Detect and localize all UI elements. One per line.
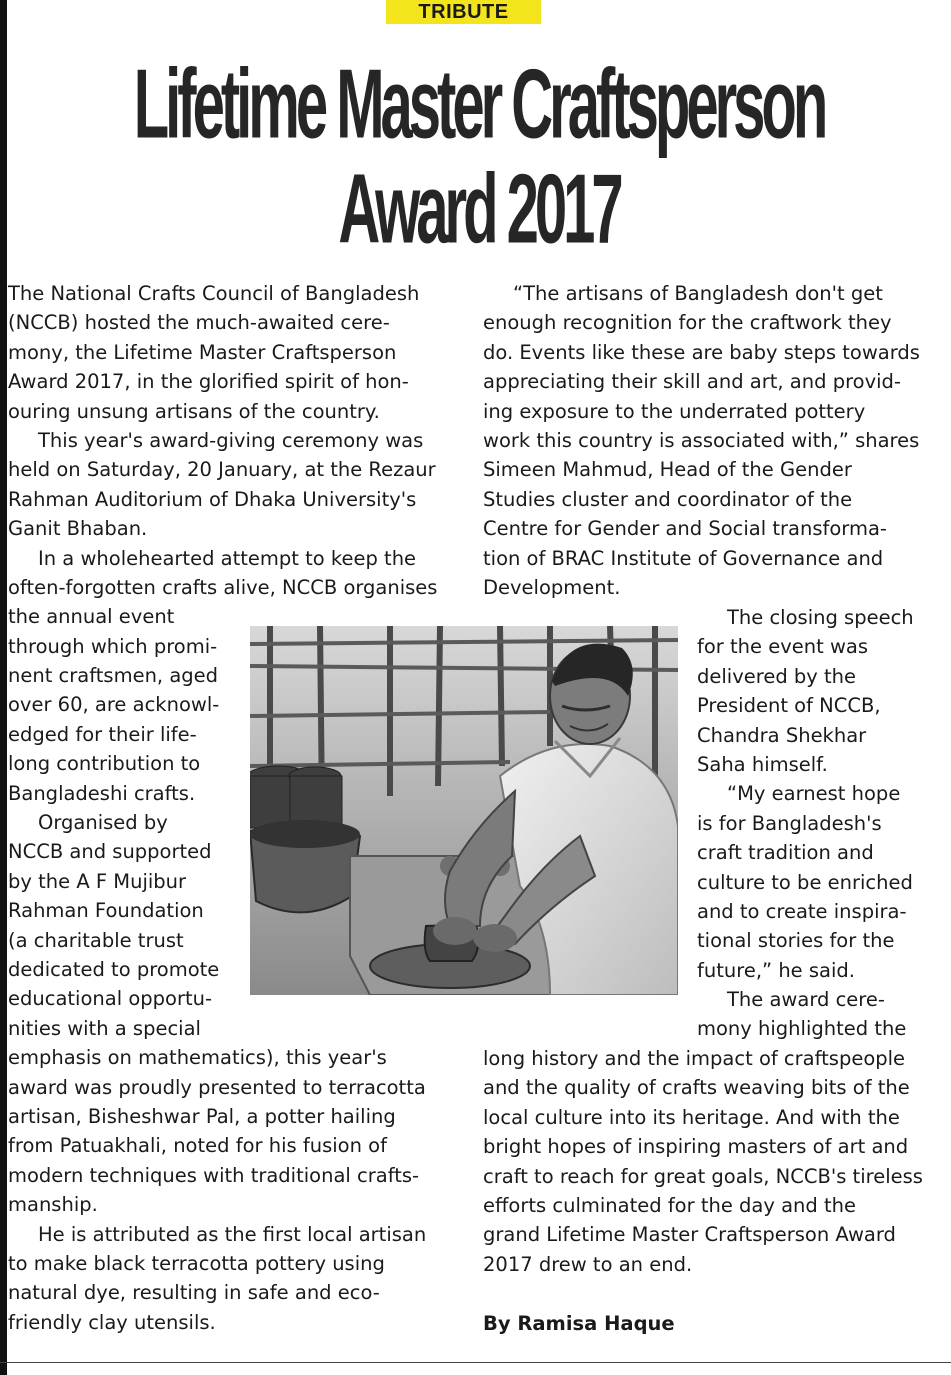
body-text-line: the annual event bbox=[8, 605, 175, 629]
body-text-line: The National Crafts Council of Bangladesh bbox=[8, 282, 420, 305]
body-text-line: artisan, Bisheshwar Pal, a potter hailing bbox=[8, 1104, 396, 1128]
body-text-line: Rahman Auditorium of Dhaka University's bbox=[8, 487, 417, 511]
body-text-line: “The artisans of Bangladesh don't get bbox=[513, 282, 883, 305]
bottom-rule bbox=[0, 1362, 951, 1363]
page-edge-bar bbox=[0, 0, 7, 1375]
body-text-line: bright hopes of inspiring masters of art and bbox=[483, 1135, 909, 1159]
body-text-line: ouring unsung artisans of the country. bbox=[8, 399, 380, 423]
body-text-line: is for Bangladesh's bbox=[697, 811, 882, 835]
body-text-line: tional stories for the bbox=[697, 929, 895, 953]
body-text-line: This year's award-giving ceremony was bbox=[38, 428, 424, 452]
body-text-line: Bangladeshi crafts. bbox=[8, 781, 196, 805]
body-text-line: Chandra Shekhar bbox=[697, 723, 867, 747]
body-text-line: appreciating their skill and art, and provid- bbox=[483, 370, 901, 394]
body-text-line: emphasis on mathematics), this year's bbox=[8, 1046, 387, 1070]
body-text-line: Rahman Foundation bbox=[8, 899, 204, 923]
body-text-line: long contribution to bbox=[8, 752, 201, 776]
body-text-line: enough recognition for the craftwork they bbox=[483, 311, 892, 335]
body-text-line: local culture into its heritage. And with the bbox=[483, 1105, 900, 1129]
body-text-line: (NCCB) hosted the much-awaited cere- bbox=[8, 311, 390, 335]
right-column-bottom bbox=[483, 1044, 933, 1279]
body-text-line: tion of BRAC Institute of Governance and bbox=[483, 546, 884, 570]
body-text-line: Ganit Bhaban. bbox=[8, 517, 148, 541]
body-text-line: by the A F Mujibur bbox=[8, 869, 187, 893]
body-text-line: to make black terracotta pottery using bbox=[8, 1251, 385, 1275]
body-text-line: In a wholehearted attempt to keep the bbox=[38, 546, 417, 570]
headline-line-2: Award 2017 bbox=[338, 153, 620, 265]
body-text-line: NCCB and supported bbox=[8, 840, 212, 864]
body-text-line: educational opportu- bbox=[8, 987, 212, 1011]
body-text-line: President of NCCB, bbox=[697, 694, 881, 718]
body-text-line: mony highlighted the bbox=[697, 1017, 907, 1041]
body-text-line: and the quality of crafts weaving bits of the bbox=[483, 1076, 910, 1100]
body-text-line: dedicated to promote bbox=[8, 957, 220, 981]
body-text-line: craft tradition and bbox=[697, 841, 874, 865]
byline: By Ramisa Haque bbox=[483, 1312, 675, 1335]
body-text-line: Centre for Gender and Social transforma- bbox=[483, 517, 887, 541]
body-text-line: long history and the impact of craftspeople bbox=[483, 1047, 906, 1070]
body-text-line: The award cere- bbox=[727, 988, 885, 1012]
right-column-top bbox=[483, 279, 933, 602]
body-text-line: Organised by bbox=[38, 811, 168, 835]
body-text-line: “My earnest hope bbox=[727, 782, 901, 806]
body-text-line: Development. bbox=[483, 575, 621, 599]
body-text-line: culture to be enriched bbox=[697, 870, 913, 894]
right-column-narrow bbox=[697, 603, 937, 1044]
body-text-line: efforts culminated for the day and the bbox=[483, 1193, 856, 1217]
body-text-line: craft to reach for great goals, NCCB's tireless bbox=[483, 1164, 923, 1188]
body-text-line: ing exposure to the underrated pottery bbox=[483, 399, 866, 423]
body-text-line: 2017 drew to an end. bbox=[483, 1252, 693, 1276]
body-text-line: grand Lifetime Master Craftsperson Award bbox=[483, 1223, 896, 1247]
body-text-line: Simeen Mahmud, Head of the Gender bbox=[483, 458, 852, 482]
body-text-line: award was proudly presented to terracotta bbox=[8, 1075, 426, 1099]
body-text-line: often-forgotten crafts alive, NCCB organises bbox=[8, 575, 438, 599]
body-text-line: over 60, are acknowl- bbox=[8, 693, 220, 717]
body-text-line: friendly clay utensils. bbox=[8, 1310, 216, 1334]
body-text-line: He is attributed as the first local artisan bbox=[38, 1222, 427, 1246]
body-text-line: modern techniques with traditional crafts- bbox=[8, 1163, 420, 1187]
body-text-line: natural dye, resulting in safe and eco- bbox=[8, 1281, 380, 1305]
body-text-line: mony, the Lifetime Master Craftsperson bbox=[8, 340, 397, 364]
potter-photo bbox=[250, 626, 678, 995]
headline-line-1: Lifetime Master Craftsperson bbox=[133, 48, 825, 160]
body-text-line: nent craftsmen, aged bbox=[8, 664, 219, 688]
body-text-line: nities with a special bbox=[8, 1016, 201, 1040]
body-text-line: Studies cluster and coordinator of the bbox=[483, 487, 853, 511]
body-text-line: from Patuakhali, noted for his fusion of bbox=[8, 1134, 387, 1158]
body-text-line: edged for their life- bbox=[8, 722, 197, 746]
body-text-line: delivered by the bbox=[697, 664, 857, 688]
body-text-line: (a charitable trust bbox=[8, 928, 184, 952]
body-text-line: manship. bbox=[8, 1193, 98, 1217]
body-text-line: held on Saturday, 20 January, at the Rezaur bbox=[8, 458, 436, 482]
body-text-line: Saha himself. bbox=[697, 752, 828, 776]
body-text-line: work this country is associated with,” shares bbox=[483, 428, 920, 452]
body-text-line: and to create inspira- bbox=[697, 899, 907, 923]
body-text-line: The closing speech bbox=[727, 606, 914, 629]
section-tag: TRIBUTE bbox=[386, 0, 541, 24]
body-text-line: through which promi- bbox=[8, 634, 218, 658]
body-text-line: for the event was bbox=[697, 635, 869, 659]
body-text-line: Award 2017, in the glorified spirit of hon- bbox=[8, 370, 409, 394]
body-text-line: do. Events like these are baby steps towards bbox=[483, 340, 920, 364]
body-text-line: future,” he said. bbox=[697, 958, 855, 982]
